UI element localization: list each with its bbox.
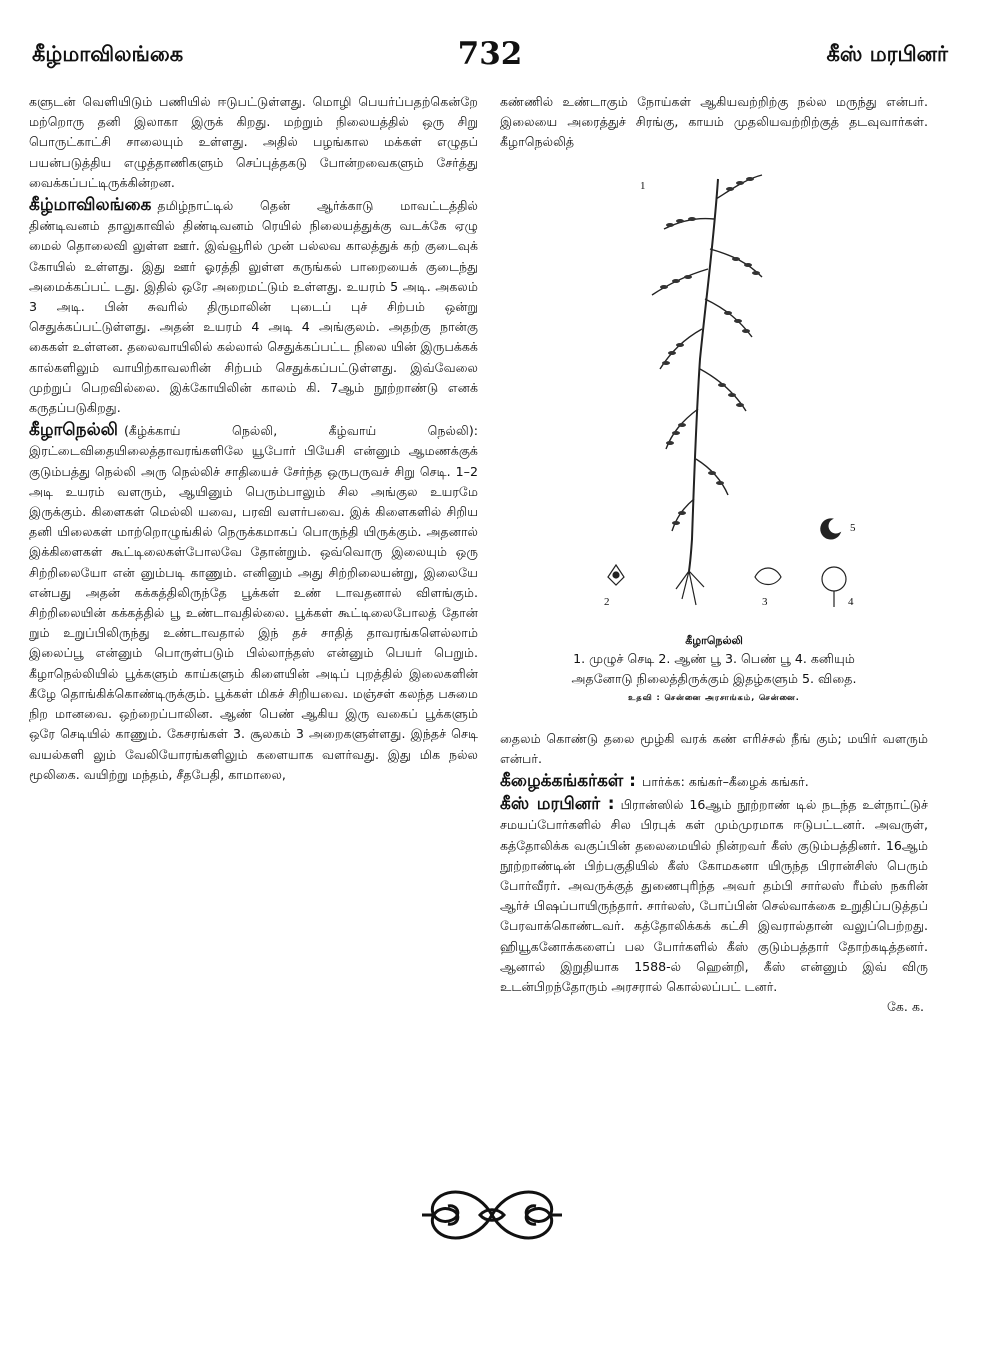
running-head-left: கீழ்மாவிலங்கை [32,42,184,66]
page-number: 732 [457,36,523,72]
figure-label-1: 1 [640,179,646,192]
figure-label-2: 2 [604,595,610,608]
continuation-paragraph-2: தைலம் கொண்டு தலை மூழ்கி வரக் கண் எரிச்சல் நீங் கும்; மயிர் வளரும் என்பர். [500,730,928,766]
plant-illustration [500,159,928,627]
entry-text: பிரான்ஸில் 16ஆம் நூற்றாண் டில் நடந்த உள்நாட்டுச் சமயப்போர்களில் சில பிரபுக் கள் மும்முரமாக ஈடுபட்டனர். அவருள், கத்தோலிக்க வகுப்பின் தலைமையில் நின்றவர் கீஸ் குடும்பத்தினர். 16ஆம் நூற்றாண்டின் பிற்பகுதியில் கீஸ் கோமகனா யிருந்த பிரான்சிஸ் பெரும் போர்வீரர். அவருக்குத் துணைபுரிந்த அவர் தம்பி சார்லஸ் ரீம்ஸ் நகரின் ஆர்ச் பிஷப்பாயிருந்தார். சார்லஸ், போப்பின் செல்வாக்கை உறுதிப்படுத்தப் பேரவாக்கொண்டவர். கத்தோலிக்கக் கட்சி இவரால்தான் வலுப்பெற்றது. ஹியூகனோக்களைப் பல போர்களில் கீஸ் குடும்பத்தார் தோற்கடித்தனர். ஆனால் இறுதியாக 1588-ல் ஹென்றி, கீஸ் என்னும் இவ் விரு உடன்பிறந்தோரும் அரசரால் கொல்லப்பட் டனர். [500,797,928,995]
entry-keezhaikkangargal [500,771,928,792]
figure-label-4: 4 [848,595,854,608]
figure-label-5: 5 [850,521,856,534]
entry-kees-marabinar [500,794,928,997]
entry-headword: கீழைக்கங்கர்கள் : [500,771,636,792]
entry-headword: கீழ்மாவிலங்கை [29,195,152,216]
plant-drawing-icon [500,159,928,627]
right-column [500,92,928,1017]
entry-headword: கீஸ் மரபினர் : [500,794,615,815]
figure-caption-line-1: 1. முழுச் செடி 2. ஆண் பூ 3. பெண் பூ 4. கனியும் [573,650,855,666]
entry-text: (கீழ்க்காய் நெல்லி, கீழ்வாய் நெல்லி): இரட்டைவிதையிலைத்தாவரங்களிலே யூபோர் பியேசி என்னும் ஆமணக்குக் குடும்பத்து நெல்லி அரு நெல்லிச் சாதியைச் சேர்ந்த ஒருபருவச் சிறு செடி. 1–2 அடி உயரம் வளரும், ஆயினும் பெரும்பாலும் சில அங்குல உயரமே இருக்கும். கிளைகள் மெல்லி யவை, பரவி வளர்பவை. இக் கிளைகளில் சிறிய தனி யிலைகள் மாற்றொழுங்கில் நெருக்கமாகப் பொருந்தி யிருக்கும். அதனால் இக்கிளைகள் கூட்டிலைகள்போலவே தோன்றும். ஒவ்வொரு இலையும் ஒரு சிற்றிலையோ என் னும்படி காணும். எனினும் அது சிற்றிலையன்று, இலையே என்பது அதன் கக்கத்திலிருந்தே பூக்கள் உண் டாவதனால் விளங்கும். சிற்றிலையின் கக்கத்தில் பூ உண்டாவதில்லை. பூக்கள் கூட்டிலைபோலத் தோன் றும் உறுப்பிலிருந்து உண்டாவதால் இந் தச் சாதித் தாவரங்களெல்லாம் இலைப்பூ என்னும் பொருள்படும் பில்லாந்தஸ் என்னும் பெயர் பெறும். கீழாநெல்லியில் பூக்களும் காய்களும் கிளையின் அடிப் புறத்தில் இலைகளின் கீழே தொங்கிக்கொண்டிருக்கும். பூக்கள் மிகச் சிறியவை. மஞ்சள் கலந்த பசுமை நிற மானவை. ஒற்றைப்பாலின. ஆண் பெண் ஆகிய இரு வகைப் பூக்களும் ஒரே செடியில் காணும். கேசரங்கள் 3. சூலகம் 3 அறைகளுள்ளது. இந்தச் செடி வயல்களி லும் வேலியோரங்களிலும் களையாக வளர்வது. இது மிக நல்ல மூலிகை. வயிற்று மந்தம், சீதபேதி, காமாலை, [29,423,478,782]
entry-keezhanelli [29,420,478,785]
figure-title: கீழாநெல்லி [685,633,743,647]
figure-caption-line-2: அதனோடு நிலைத்திருக்கும் இதழ்களும் 5. விதை. [571,670,857,686]
figure-credit: உதவி : சென்னை அரசாங்கம், சென்னை. [628,692,800,702]
entry-text: பார்க்க: கங்கர்–கீழைக் கங்கர். [641,774,809,790]
page-header [30,36,950,80]
continuation-paragraph: கண்ணில் உண்டாகும் நோய்கள் ஆகியவற்றிற்கு நல்ல மருந்து என்பர். இலையை அரைத்துச் சிரங்கு, காயம் முதலியவற்றிற்குத் தடவுவார்கள். கீழாநெல்லித் [500,94,928,150]
entry-headword: கீழாநெல்லி [29,420,119,441]
floral-ornament-icon [418,1180,566,1250]
figure-label-3: 3 [762,595,768,608]
continuation-paragraph: களுடன் வெளியிடும் பணியில் ஈடுபட்டுள்ளது. மொழி பெயர்ப்பதற்கென்றே மற்றொரு தனி இலாகா இருக் கிறது. மற்றும் நிலையத்தில் ஒரு சிறு பொருட்காட்சி சாலையும் உள்ளது. அதில் பழங்கால மக்கள் எழுதப் பயன்படுத்திய எழுத்தாணிகளும் செப்புத்தகடு போன்றவைகளும் சேர்த்து வைக்கப்பட்டிருக்கின்றன. [29,94,478,190]
entry-keelmavilangai [29,195,478,418]
author-signature: கே. க. [886,999,924,1015]
running-head-right: கீஸ் மரபினர் [826,42,948,66]
entry-text: தமிழ்நாட்டில் தென் ஆர்க்காடு மாவட்டத்தில் திண்டிவனம் தாலுகாவில் திண்டிவனம் ரெயில் நிலையத்துக்கு வடக்கே ஏழு மைல் தொலைவி லுள்ள ஊர். இவ்வூரில் முன் பல்லவ காலத்துக் கற் குடைவுக் கோயில் உள்ளது. இது ஊர் ஓரத்தி லுள்ள கருங்கல் பாறையைக் குடைந்து அமைக்கப்பட் டது. இதில் ஒரே அறைமட்டும் உள்ளது. உயரம் 5 அடி. அகலம் 3 அடி. பின் சுவரில் திருமாலின் புடைப் புச் சிற்பம் ஒன்று செதுக்கப்பட்டுள்ளது. அதன் உயரம் 4 அடி 4 அங்குலம். அதற்கு நான்கு கைகள் உள்ளன. தலைவாயிலில் கல்லால் செதுக்கப்பட்ட நிலை யின் இருபக்கக் கால்களிலும் வாயிற்காவலரின் சிற்பம் செதுக்கப்பட்டுள்ளது. இவ்வேலை முற்றுப் பெறவில்லை. இக்கோயிலின் காலம் கி. 7ஆம் நூற்றாண்டு எனக் கருதப்படுகிறது. [29,198,478,416]
left-column [29,92,478,785]
